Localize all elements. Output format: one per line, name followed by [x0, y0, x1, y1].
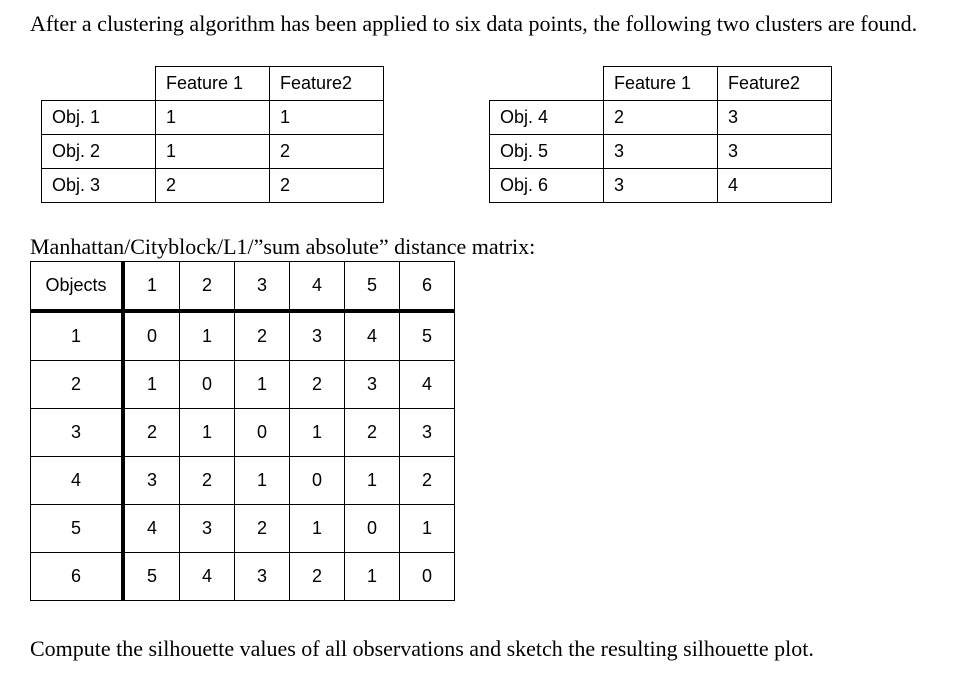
table-cell: 3	[123, 457, 180, 505]
table-cell: 2	[270, 135, 384, 169]
table-cell: 0	[400, 553, 455, 601]
table-cell: 2	[156, 169, 270, 203]
table-cell: 2	[290, 361, 345, 409]
table-cell: 0	[235, 409, 290, 457]
table-cell: 1	[180, 311, 235, 361]
table-cell: 1	[400, 505, 455, 553]
table-cell: 3	[604, 169, 718, 203]
table-cell: 2	[235, 505, 290, 553]
table-cell: 3	[718, 135, 832, 169]
table-cell: 2	[604, 101, 718, 135]
cluster-1-table	[41, 66, 384, 203]
table-cell: Obj. 6	[490, 169, 604, 203]
header-cell	[490, 67, 604, 101]
row-label: 1	[31, 311, 124, 361]
table-cell: 1	[180, 409, 235, 457]
table-cell: 1	[156, 101, 270, 135]
table-cell: 0	[290, 457, 345, 505]
table-cell: 1	[156, 135, 270, 169]
table-row	[31, 409, 455, 457]
row-label: 4	[31, 457, 124, 505]
table-row	[31, 505, 455, 553]
header-cell: 6	[400, 262, 455, 312]
header-cell: Feature2	[718, 67, 832, 101]
table-cell: 1	[270, 101, 384, 135]
table-cell: 1	[123, 361, 180, 409]
table-cell: 2	[180, 457, 235, 505]
table-header-row	[31, 262, 455, 312]
table-row	[42, 135, 384, 169]
table-header-row	[490, 67, 832, 101]
table-cell: 0	[180, 361, 235, 409]
table-row	[31, 361, 455, 409]
table-cell: 3	[180, 505, 235, 553]
table-cell: Obj. 2	[42, 135, 156, 169]
cluster-2-table	[489, 66, 832, 203]
table-cell: 2	[400, 457, 455, 505]
table-cell: 0	[123, 311, 180, 361]
table-cell: Obj. 4	[490, 101, 604, 135]
table-row	[490, 169, 832, 203]
table-cell: 1	[290, 505, 345, 553]
table-cell: 3	[400, 409, 455, 457]
table-cell: 3	[345, 361, 400, 409]
problem-intro: After a clustering algorithm has been applied to six data points, the following two clusters are found.	[30, 11, 918, 36]
distance-matrix-table	[30, 261, 455, 601]
corner-cell: Objects	[31, 262, 124, 312]
header-cell	[42, 67, 156, 101]
table-row	[31, 311, 455, 361]
row-label: 5	[31, 505, 124, 553]
table-cell: 4	[718, 169, 832, 203]
table-cell: 2	[290, 553, 345, 601]
table-row	[31, 553, 455, 601]
table-cell: 3	[718, 101, 832, 135]
table-cell: 4	[345, 311, 400, 361]
header-cell: 1	[123, 262, 180, 312]
table-cell: 1	[345, 553, 400, 601]
table-row	[490, 101, 832, 135]
table-cell: 5	[123, 553, 180, 601]
distance-matrix-title: Manhattan/Cityblock/L1/”sum absolute” distance matrix:	[30, 234, 536, 259]
header-cell: Feature2	[270, 67, 384, 101]
table-cell: 1	[235, 457, 290, 505]
header-cell: Feature 1	[604, 67, 718, 101]
header-cell: 4	[290, 262, 345, 312]
table-cell: 2	[235, 311, 290, 361]
table-cell: 3	[604, 135, 718, 169]
table-row	[490, 135, 832, 169]
table-row	[42, 169, 384, 203]
table-cell: 5	[400, 311, 455, 361]
row-label: 3	[31, 409, 124, 457]
header-cell: 5	[345, 262, 400, 312]
table-cell: 0	[345, 505, 400, 553]
table-cell: 4	[400, 361, 455, 409]
table-cell: 4	[123, 505, 180, 553]
table-cell: Obj. 5	[490, 135, 604, 169]
table-cell: 3	[290, 311, 345, 361]
table-cell: Obj. 3	[42, 169, 156, 203]
table-cell: 4	[180, 553, 235, 601]
table-row	[42, 101, 384, 135]
table-row	[31, 457, 455, 505]
table-cell: 1	[235, 361, 290, 409]
table-cell: 2	[345, 409, 400, 457]
task-instruction: Compute the silhouette values of all observations and sketch the resulting silhouette plot.	[30, 636, 814, 661]
header-cell: 3	[235, 262, 290, 312]
table-cell: 1	[345, 457, 400, 505]
table-cell: 1	[290, 409, 345, 457]
table-cell: Obj. 1	[42, 101, 156, 135]
table-cell: 2	[270, 169, 384, 203]
table-header-row	[42, 67, 384, 101]
table-cell: 3	[235, 553, 290, 601]
header-cell: Feature 1	[156, 67, 270, 101]
header-cell: 2	[180, 262, 235, 312]
table-cell: 2	[123, 409, 180, 457]
row-label: 2	[31, 361, 124, 409]
row-label: 6	[31, 553, 124, 601]
